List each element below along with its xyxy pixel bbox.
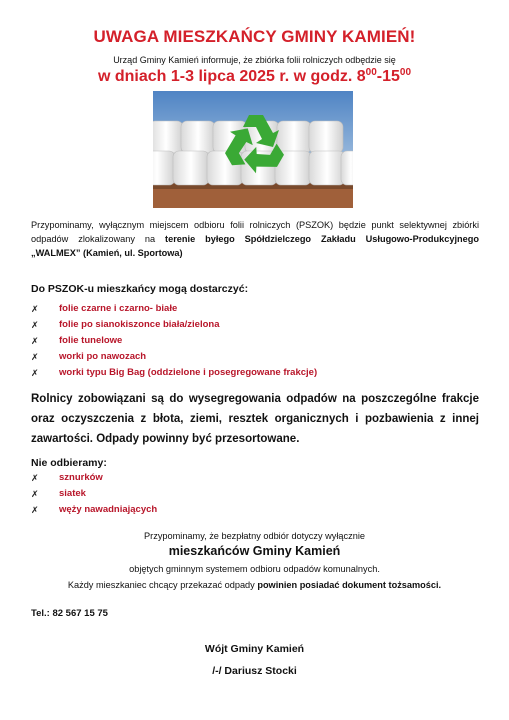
list-item-label: folie tunelowe xyxy=(59,335,123,346)
signature-title: Wójt Gminy Kamień xyxy=(204,643,305,655)
cross-icon: ✗ xyxy=(31,320,39,330)
collection-date xyxy=(0,67,509,86)
footer-note-highlight: mieszkańców Gminy Kamień xyxy=(168,544,341,558)
date-text: w dniach 1-3 lipca 2025 r. w godz. 8 xyxy=(97,68,366,85)
id-document-notice: powinien posiadać dokument tożsamości. xyxy=(257,580,442,590)
page-title: UWAGA MIESZKAŃCY GMINY KAMIEŃ! xyxy=(93,27,416,46)
cross-icon: ✗ xyxy=(31,473,39,483)
phone-number: Tel.: 82 567 15 75 xyxy=(31,608,108,619)
list-item-label: folie po sianokiszonce biała/zielona xyxy=(59,319,220,330)
time-separator: -15 xyxy=(376,68,400,85)
cross-icon: ✗ xyxy=(31,489,39,499)
list-item-label: węży nawadniających xyxy=(59,504,158,515)
time-end-minutes: 00 xyxy=(399,67,412,78)
cross-icon: ✗ xyxy=(31,336,39,346)
list-item-label: worki po nawozach xyxy=(59,351,147,362)
footer-note-line4-text: Każdy mieszkaniec chcący przekazać odpady xyxy=(67,580,258,590)
intro-text: Urząd Gminy Kamień informuje, że zbiórka folii rolniczych odbędzie się xyxy=(113,55,396,65)
footer-note-line3: objętych gminnym systemem odbioru odpadów komunalnych. xyxy=(129,564,380,574)
cross-icon: ✗ xyxy=(31,368,39,378)
cross-icon: ✗ xyxy=(31,304,39,314)
signature-name: /-/ Dariusz Stocki xyxy=(212,665,297,677)
bales-photo xyxy=(153,91,353,208)
reminder-paragraph xyxy=(31,218,479,260)
cross-icon: ✗ xyxy=(31,352,39,362)
list-item-label: folie czarne i czarno- białe xyxy=(59,303,178,314)
footer-note-line4 xyxy=(0,580,509,590)
time-start-minutes: 00 xyxy=(365,67,377,78)
reminder-text: Przypominamy, wyłącznym miejscem odbioru folii rolniczych (PSZOK) będzie punkt selektywnej zbiórki odpadów zlokalizowany na xyxy=(31,220,479,244)
not-accepted-heading: Nie odbieramy: xyxy=(31,457,107,469)
reminder-location: terenie byłego Spółdzielczego Zakładu Usługowo-Produkcyjnego „WALMEX” (Kamień, ul. Sportowa) xyxy=(31,234,479,258)
footer-note-line1: Przypominamy, że bezpłatny odbiór dotyczy wyłącznie xyxy=(144,531,365,541)
accepted-heading: Do PSZOK-u mieszkańcy mogą dostarczyć: xyxy=(31,283,249,295)
obligation-paragraph: Rolnicy zobowiązani są do wysegregowania odpadów na poszczególne frakcje oraz oczyszczenia z błota, ziemi, resztek organicznych i pozbawienia z innej zawartości. Odpady powinny być przesortowane. xyxy=(31,393,479,445)
list-item-label: worki typu Big Bag (oddzielone i posegregowane frakcje) xyxy=(59,367,318,378)
list-item-label: siatek xyxy=(59,488,86,499)
list-item-label: sznurków xyxy=(59,472,103,483)
cross-icon: ✗ xyxy=(31,505,39,515)
